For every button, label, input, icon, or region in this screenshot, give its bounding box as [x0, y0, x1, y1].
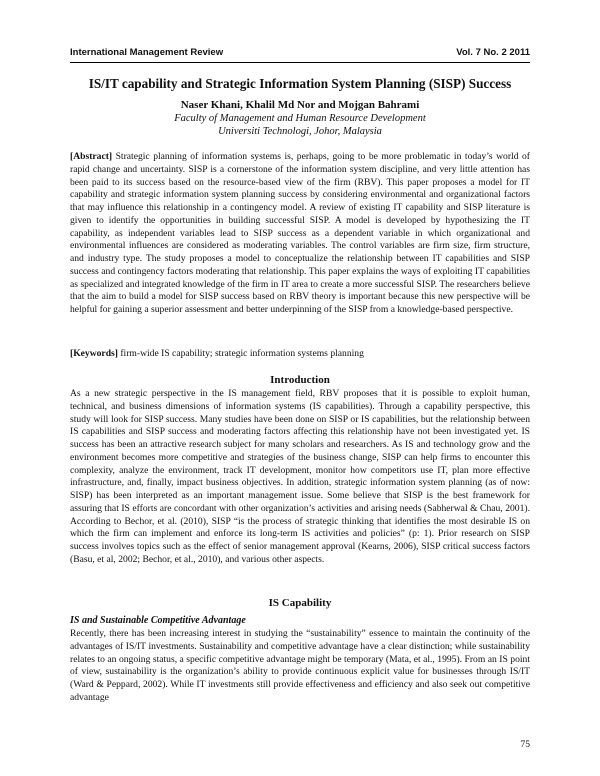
page-number: 75	[520, 740, 530, 750]
journal-name: International Management Review	[70, 47, 224, 58]
keywords-text: firm-wide IS capability; strategic information systems planning	[117, 348, 364, 359]
sustainable-advantage-subheading: IS and Sustainable Competitive Advantage	[70, 615, 246, 626]
affiliation-line-1: Faculty of Management and Human Resource Development	[174, 113, 426, 124]
volume-issue: Vol. 7 No. 2 2011	[456, 47, 530, 58]
is-capability-text: Recently, there has been increasing interest in studying the “sustainability” essence to maintain the continuity of the advantages of IS/IT investments. Sustainability and competitive advantage have a clear distinction; while sustainability relates to an ongoing status, a specific competitive advantage might be temporary (Mata, et al., 1995). From an IS point of view, sustainability is the organization’s ability to provide continuous explicit value for businesses through IS/IT (Ward & Peppard, 2002). While IT investments still provide effectiveness and efficiency and also seek out competitive advantage	[70, 628, 530, 703]
abstract-text: Strategic planning of information systems is, perhaps, going to be more problematic in today’s world of rapid change and uncertainty. SISP is a cornerstone of the information system discipline, and very little attention has been paid to its success based on the resource-based view of the firm (RBV). This paper proposes a model for IT capability and strategic information system planning success by considering environmental and organizational factors that may influence this relationship in a contingency model. A review of existing IT capability and SISP literature is given to identify the opportunities in building successful SISP. A model is developed by hypothesizing the IT capability, as independent variables lead to SISP success as a dependent variable in which organizational and environmental influences are considered as moderating variables. The control variables are firm size, firm structure, and industry type. The study proposes a model to conceptualize the relationship between IT capabilities and SISP success and contingency factors moderating that relationship. This paper explains the ways of exploiting IT capabilities as specialized and integrated knowledge of the firm in IT area to create a more successful SISP. The researchers believe that the aim to build a model for SISP success based on RBV theory is important because this new perspective will be helpful for gaining a superior assessment and better underpinning of the SISP from a knowledge-based perspective.	[70, 151, 530, 315]
introduction-heading: Introduction	[270, 374, 330, 386]
header-rule	[70, 62, 530, 63]
author-list: Naser Khani, Khalil Md Nor and Mojgan Bahrami	[180, 99, 420, 111]
introduction-text: As a new strategic perspective in the IS management field, RBV proposes that it is possible to exploit human, technical, and business dimensions of information systems (IS capabilities). Through a capability perspective, this study will look for SISP success. Many studies have been done on SISP or IS capabilities, but the relationship between IS capabilities and SISP success and moderating factors affecting this relationship have not been investigated yet. IS success has been an attractive research subject for many scholars and researchers. As IS and technology grow and the environment becomes more competitive and strategies of the business change, SISP can help firms to encounter this complexity, analyze the environment, track IT development, monitor how competitors use IT, plan more effective infrastructure, and, finally, impact business objectives. In addition, strategic information system planning (as of now: SISP) has been interpreted as an important management issue. Some believe that SISP is the best framework for assuring that IS efforts are concordant with other organization’s activities and arising needs (Sabherwal & Chau, 2001). According to Bechor, et al. (2010), SISP “is the process of strategic thinking that identifies the most desirable IS on which the firm can implement and enforce its long-term IS activities and policies” (p: 1). Prior research on SISP success involves topics such as the effect of senior management approval (Kearns, 2006), SISP critical success factors (Basu, et al, 2002; Bechor, et al., 2010), and various other aspects.	[70, 388, 530, 565]
paper-title: IS/IT capability and Strategic Information System Planning (SISP) Success	[88, 76, 512, 91]
keywords-label: [Keywords]	[70, 348, 118, 359]
affiliation-line-2: Universiti Technologi, Johor, Malaysia	[218, 126, 382, 137]
is-capability-heading: IS Capability	[268, 597, 332, 609]
abstract-label: [Abstract]	[70, 151, 113, 162]
abstract	[70, 151, 530, 317]
keywords	[70, 348, 530, 361]
running-header	[70, 45, 530, 61]
